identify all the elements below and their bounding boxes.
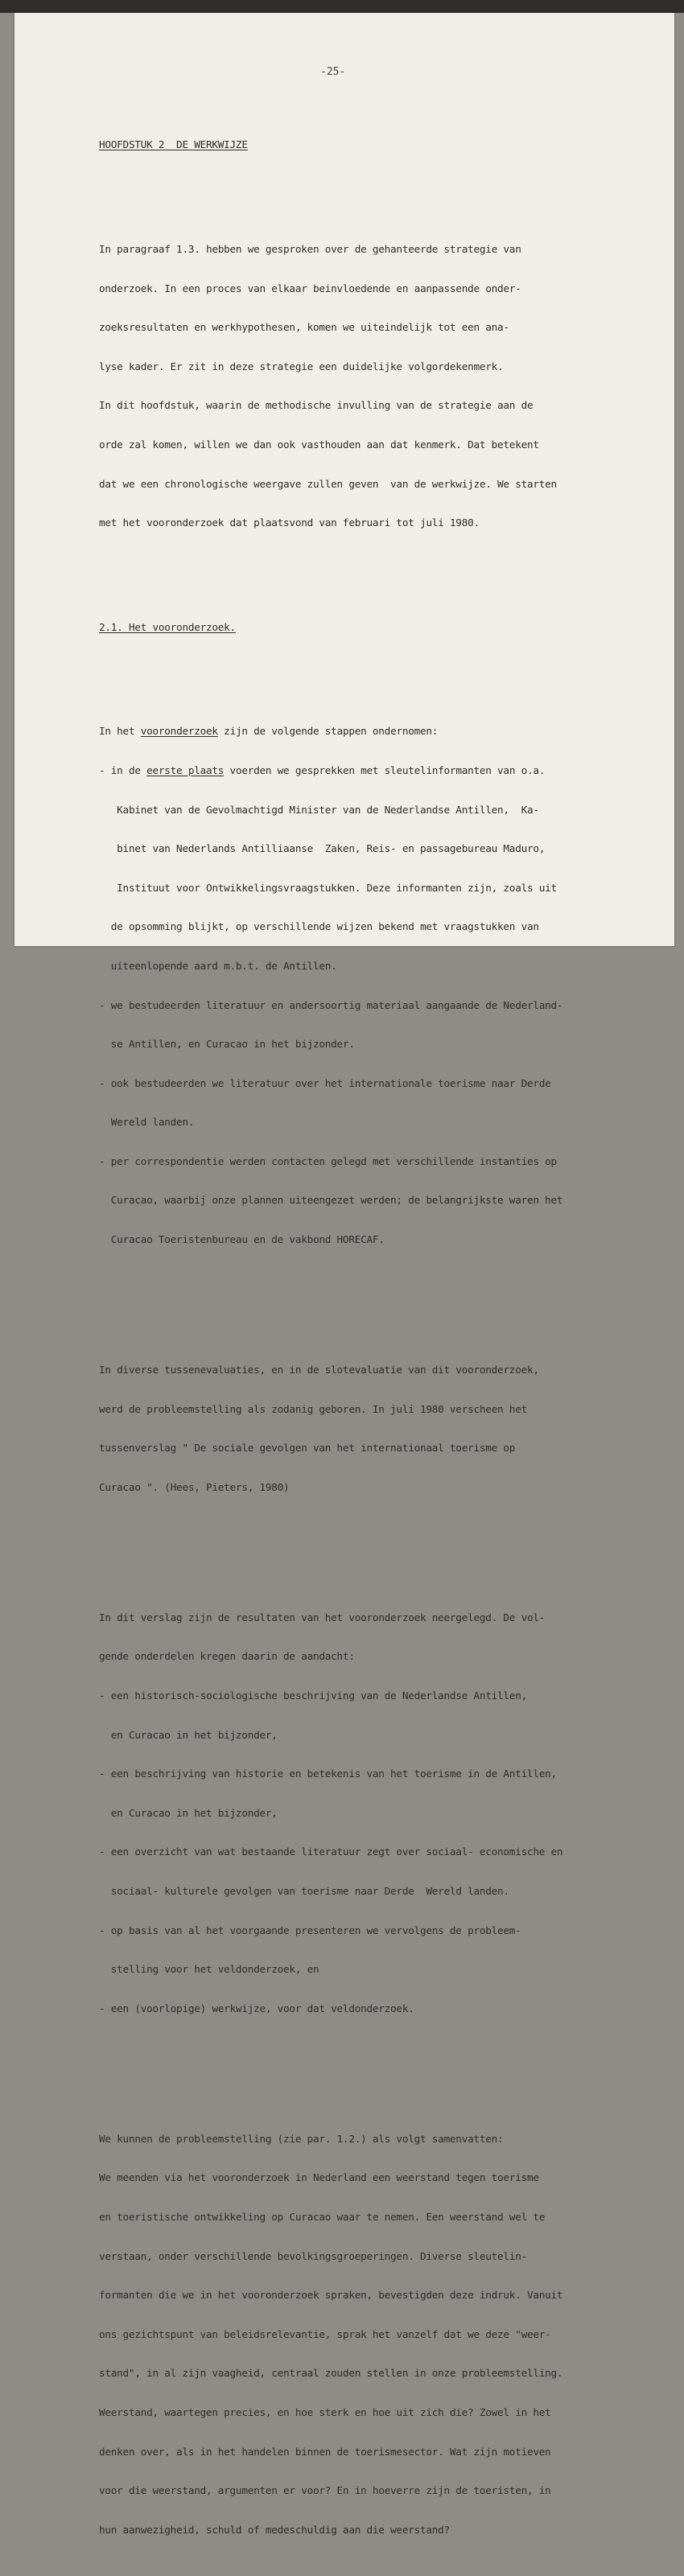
text-line: onderzoek. In een proces van elkaar beinvloedende en aanpassende onder- [99,282,521,294]
text-line: stelling voor het veldonderzoek, en [99,1963,319,1976]
text-line: stand", in al zijn vaagheid, centraal zouden stellen in onze probleemstelling. [99,2367,563,2380]
text-line: - een (voorlopige) werkwijze, voor dat veldonderzoek. [99,2002,414,2014]
text-line: In het vooronderzoek zijn de volgende stappen ondernomen: [99,725,439,738]
text-line: lyse kader. Er zit in deze strategie een duidelijke volgordekenmerk. [99,360,504,372]
chapter-heading: HOOFDSTUK 2 DE WERKWIJZE [99,138,248,151]
section-title: 2.1. Het vooronderzoek. [99,620,236,633]
text-line: uiteenlopende aard m.b.t. de Antillen. [99,959,337,972]
text-line: Curacao, waarbij onze plannen uiteengezet werden; de belangrijkste waren het [99,1194,563,1207]
text-line: Curacao ". (Hees, Pieters, 1980) [99,1480,290,1493]
text-line: denken over, als in het handelen binnen de toerismesector. Wat zijn motieven [99,2445,551,2458]
scan-border [0,0,684,13]
document-body [99,113,622,2576]
text-line: Weerstand, waartegen precies, en hoe sterk en hoe uit zich die? Zowel in het [99,2405,551,2418]
text-line: Curacao Toeristenbureau en de vakbond HORECAF. [99,1233,385,1246]
text-line: hun aanwezigheid, schuld of medeschuldig aan die weerstand? [99,2523,450,2536]
text-line: werd de probleemstelling als zodanig geboren. In juli 1980 verscheen het [99,1402,527,1415]
text-line: - op basis van al het voorgaande presenteren we vervolgens de probleem- [99,1924,521,1936]
paragraph-1 [99,217,622,556]
text-line: - in de eerste plaats voerden we gesprekken met sleutelinformanten van o.a. [99,763,546,776]
paragraph-3 [99,1338,622,1520]
text-line: verstaan, onder verschillende bevolkingsgroeperingen. Diverse sleutelin- [99,2249,527,2262]
text-line: zoeksresultaten en werkhypothesen, komen we uiteindelijk tot een ana- [99,321,509,334]
paragraph-2 [99,699,622,1273]
text-line: gende onderdelen kregen daarin de aandacht: [99,1650,355,1663]
text-line: met het vooronderzoek dat plaatsvond van februari tot juli 1980. [99,516,480,529]
text-line: sociaal- kulturele gevolgen van toerisme naar Derde Wereld landen. [99,1885,509,1897]
text-line: - een overzicht van wat bestaande literatuur zegt over sociaal- economische en [99,1846,563,1858]
text-line: Wereld landen. [99,1116,195,1129]
page-number: -25- [320,66,346,78]
text-line: In dit verslag zijn de resultaten van het vooronderzoek neergelegd. De vol- [99,1611,546,1623]
text-line: voor die weerstand, argumenten er voor? En in hoeverre zijn de toeristen, in [99,2484,551,2497]
text-line: - per correspondentie werden contacten gelegd met verschillende instanties op [99,1154,557,1167]
text-line: In paragraaf 1.3. hebben we gesproken over de gehanteerde strategie van [99,243,521,255]
text-line: tussenverslag " De sociale gevolgen van het internationaal toerisme op [99,1442,516,1455]
text-line: de opsomming blijkt, op verschillende wijzen bekend met vraagstukken van [99,920,539,933]
paragraph-4 [99,1585,622,2041]
text-line: se Antillen, en Curacao in het bijzonder. [99,1038,355,1051]
text-line: We kunnen de probleemstelling (zie par. 1.2.) als volgt samenvatten: [99,2132,504,2145]
text-line: Instituut voor Ontwikkelingsvraagstukken. Deze informanten zijn, zoals uit [99,881,557,894]
text-line: Kabinet van de Gevolmachtigd Minister van de Nederlandse Antillen, Ka- [99,803,539,816]
text-line: - ook bestudeerden we literatuur over het internationale toerisme naar Derde [99,1076,551,1089]
text-line: In diverse tussenevaluaties, en in de slotevaluatie van dit vooronderzoek, [99,1364,539,1376]
text-line: orde zal komen, willen we dan ook vasthouden aan dat kenmerk. Dat betekent [99,438,539,451]
text-line: en toeristische ontwikkeling op Curacao waar te nemen. Een weerstand wel te [99,2210,546,2223]
text-line: We meenden via het vooronderzoek in Nederland een weerstand tegen toerisme [99,2171,539,2184]
text-line: en Curacao in het bijzonder, [99,1806,278,1819]
text-line: ons gezichtspunt van beleidsrelevantie, sprak het vanzelf dat we deze "weer- [99,2327,551,2340]
text-line: - we bestudeerden literatuur en andersoortig materiaal aangaande de Nederland- [99,998,563,1011]
text-line: - een beschrijving van historie en betekenis van het toerisme in de Antillen, [99,1767,557,1780]
text-line: In dit hoofdstuk, waarin de methodische invulling van de strategie aan de [99,399,534,412]
text-line: formanten die we in het vooronderzoek spraken, bevestigden deze indruk. Vanuit [99,2289,563,2302]
text-line: en Curacao in het bijzonder, [99,1728,278,1741]
text-line: - een historisch-sociologische beschrijving van de Nederlandse Antillen, [99,1689,527,1702]
paragraph-5 [99,2106,622,2562]
text-line: dat we een chronologische weergave zullen geven van de werkwijze. We starten [99,477,557,490]
text-line: binet van Nederlands Antilliaanse Zaken, Reis- en passagebureau Maduro, [99,842,546,855]
